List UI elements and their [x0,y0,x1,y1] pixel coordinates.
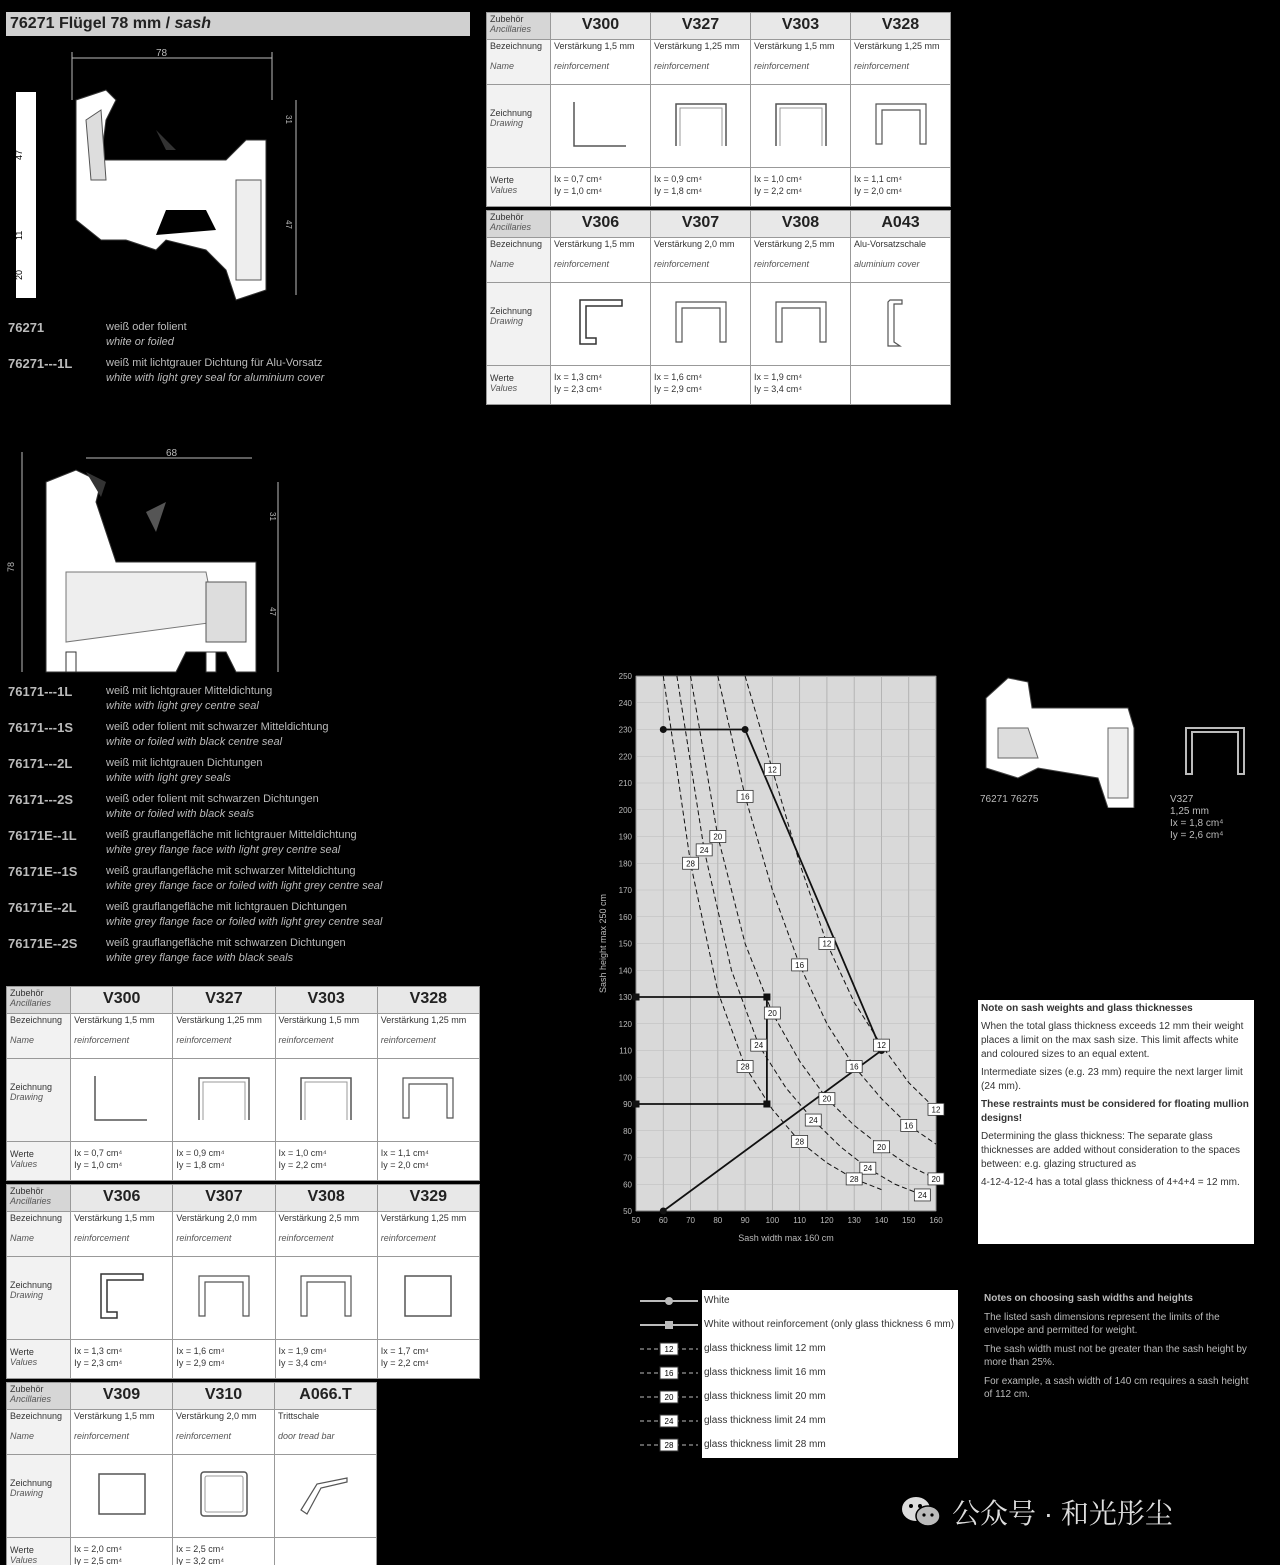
svg-text:31: 31 [268,512,277,521]
svg-text:47: 47 [14,149,24,160]
side-profile-label: 76271 76275 [980,794,1039,805]
page-title [6,12,470,36]
x-tick-label: 80 [713,1216,723,1225]
profile-drawing-icon [291,1266,361,1326]
article-code: V300 [71,987,173,1014]
accessory-table: Zubehör Ancillaries V300 V327 V303 V328 Bezeichnung Name Verstärkung 1,5 mm reinforcement Verstärkung 1,25 mm reinforcement Verstärkung 1,5 mm reinforcement Verstärkung 1,25 mm reinforcement Zeichnung Drawing Werte Values Ix = 0,7 cm⁴ Iy = 1,0 cm⁴ Ix = 0,9 cm⁴ Iy = 1,8 cm⁴ Ix = 1,0 cm⁴ Iy = 2,2 cm⁴ Ix = 1,1 cm⁴ Iy = 2,0 cm⁴ [486,12,951,207]
series-label: 12 [931,1105,941,1115]
article-code: V306 [71,1185,173,1212]
article-code: V327 [651,13,751,40]
series-label: 28 [740,1062,750,1072]
y-tick-label: 90 [623,1100,632,1109]
article-code: V309 [71,1383,173,1410]
y-tick-label: 160 [618,912,632,922]
x-tick-label: 150 [902,1216,916,1225]
profile-drawing-icon [566,94,636,154]
legend-marker-text: 24 [664,1417,674,1426]
article-code: V303 [751,13,851,40]
list-item: 76171E--1L weiß grauflangefläche mit lichtgrauer Mitteldichtung white grey flange face with light grey centre seal [8,828,357,856]
side-reinforcement-drawing [1180,718,1250,782]
profile-drawing-icon [291,1464,361,1524]
y-tick-label: 230 [618,725,632,735]
article-code: 76171E--1S [8,864,78,879]
x-tick-label: 110 [793,1216,807,1225]
glass-weight-note: Note on sash weights and glass thicknesses When the total glass thickness exceeds 12 mm their weight places a limit on the max sash size. This limit affects white and coloured sizes to an equal extent. Intermediate sizes (e.g. 23 mm) require the next larger limit (24 mm). These restraints must be considered for floating mullion designs! Determining the glass thickness: The separate glass thicknesses are added without consideration to the spaces between: e.g. glazing structured as 4-12-4-12-4 has a total glass thickness of 4+4+4 = 12 mm. [978,1000,1254,1244]
series-label: 28 [795,1137,805,1147]
series-label: 20 [877,1142,886,1152]
x-axis-label: Sash width max 160 cm [738,1233,834,1243]
x-tick-label: 120 [820,1216,834,1225]
svg-text:68: 68 [166,448,178,459]
profile-drawing-icon [566,292,636,352]
y-tick-label: 180 [618,859,632,869]
legend-markers [636,1290,702,1458]
series-label: 12 [822,939,832,949]
profile-drawing-icon [87,1068,157,1128]
series-label: 24 [863,1164,873,1174]
article-code: 76171---1S [8,720,74,735]
series-label: 20 [822,1094,832,1104]
list-item: 76271 weiß oder folient white or foiled [8,320,187,348]
accessory-table: Zubehör Ancillaries V309 V310 A066.T Bezeichnung Name Verstärkung 1,5 mm reinforcement Verstärkung 2,0 mm reinforcement Trittschale door tread bar Zeichnung Drawing Werte Values Ix = 2,0 cm⁴ Iy = 2,5 cm⁴ Ix = 2,5 cm⁴ Iy = 3,2 cm⁴ [6,1382,377,1565]
y-tick-label: 80 [623,1126,632,1136]
article-code: V327 [173,987,275,1014]
wechat-icon [900,1494,942,1530]
list-item: 76171---2L weiß mit lichtgrauen Dichtungen white with light grey seals [8,756,263,784]
article-code: V329 [377,1185,479,1212]
svg-text:47: 47 [268,607,277,616]
legend-marker-text: 28 [664,1441,674,1450]
series-label: 12 [877,1041,886,1051]
profile-drawing-icon [189,1068,259,1128]
series-label: 28 [849,1174,859,1184]
page-title-main: 76271 Flügel 78 mm / [10,15,171,32]
profile-drawing-icon [666,292,736,352]
x-tick-label: 100 [765,1216,780,1225]
series-label: 28 [686,859,695,869]
y-tick-label: 140 [618,966,632,976]
y-tick-label: 170 [618,886,632,895]
x-tick-label: 50 [631,1216,641,1225]
data-point [763,994,770,1001]
profile-drawing-icon [189,1464,259,1524]
series-label: 20 [767,1009,777,1019]
list-item: 76171E--2S weiß grauflangefläche mit schwarzen Dichtungen white grey flange face with black seals [8,936,346,964]
article-code: V328 [377,987,479,1014]
series-label: 24 [754,1041,764,1051]
series-label: 24 [808,1116,818,1126]
list-item: 76171---1L weiß mit lichtgrauer Mitteldichtung white with light grey centre seal [8,684,273,712]
profile-drawing-icon [393,1068,463,1128]
article-code: 76271---1L [8,356,73,371]
watermark [900,1492,1173,1532]
profile-drawing-icon [87,1464,157,1524]
profile-drawing-76171 [6,442,286,678]
accessory-table: Zubehör Ancillaries V306 V307 V308 A043 Bezeichnung Name Verstärkung 1,5 mm reinforcement Verstärkung 2,0 mm reinforcement Verstärkung 2,5 mm reinforcement Alu-Vorsatzschale aluminium cover Zeichnung Drawing Werte Values Ix = 1,3 cm⁴ Iy = 2,3 cm⁴ Ix = 1,6 cm⁴ Iy = 2,9 cm⁴ Ix = 1,9 cm⁴ Iy = 3,4 cm⁴ [486,210,951,405]
accessory-tables-top [486,12,950,405]
profile-drawing-76271 [6,40,306,302]
article-code: V307 [651,211,751,238]
y-tick-label: 240 [618,698,632,708]
series-label: 24 [699,845,709,855]
y-tick-label: 120 [618,1019,632,1029]
series-label: 20 [713,832,723,842]
article-code: V328 [851,13,951,40]
sash-notes: Notes on choosing sash widths and heights The listed sash dimensions represent the limits of the envelope and permitted for weight. The sash width must not be greater than the sash height by more than 25%. For example, a sash width of 140 cm requires a sash height of 112 cm. [984,1293,1249,1400]
data-point [633,1101,640,1108]
series-label: 20 [931,1174,941,1184]
profile-drawing-icon [291,1068,361,1128]
list-item: 76171E--2L weiß grauflangefläche mit lichtgrauen Dichtungen white grey flange face or foiled with light grey centre seal [8,900,383,928]
y-tick-label: 60 [623,1180,632,1190]
y-tick-label: 110 [619,1046,632,1056]
article-code: V308 [275,1185,377,1212]
article-code: A066.T [275,1383,377,1410]
legend-item: glass thickness limit 28 mm [704,1439,826,1450]
profile-drawing-icon [866,292,936,352]
article-code: V310 [173,1383,275,1410]
y-tick-label: 210 [618,779,632,788]
y-tick-label: 220 [618,752,632,762]
list-item: 76271---1L weiß mit lichtgrauer Dichtung für Alu-Vorsatz white with light grey seal for aluminium cover [8,356,325,384]
article-code: 76271 [8,320,45,335]
accessory-table: Zubehör Ancillaries V306 V307 V308 V329 Bezeichnung Name Verstärkung 1,5 mm reinforcement Verstärkung 2,0 mm reinforcement Verstärkung 2,5 mm reinforcement Verstärkung 1,25 mm reinforcement Zeichnung Drawing Werte Values Ix = 1,3 cm⁴ Iy = 2,3 cm⁴ Ix = 1,6 cm⁴ Iy = 2,9 cm⁴ Ix = 1,9 cm⁴ Iy = 3,4 cm⁴ Ix = 1,7 cm⁴ Iy = 2,2 cm⁴ [6,1184,480,1379]
legend-item: White [704,1295,730,1306]
article-code: 76171---2S [8,792,74,807]
article-code: V303 [275,987,377,1014]
legend-item: glass thickness limit 20 mm [704,1391,826,1402]
note-heading: Note on sash weights and glass thicknesses [981,1003,1193,1014]
y-tick-label: 250 [618,672,632,681]
legend-marker-text: 20 [664,1393,674,1402]
profile-drawing-icon [189,1266,259,1326]
side-profile-drawing [978,668,1144,808]
article-code: V300 [551,13,651,40]
article-code: 76171E--1L [8,828,77,843]
svg-text:20: 20 [14,269,24,280]
svg-text:78: 78 [6,561,16,572]
article-code: A043 [851,211,951,238]
series-label: 12 [767,765,777,775]
y-tick-label: 130 [618,993,632,1002]
page-title-sash: sash [174,15,211,32]
sash-size-chart [596,666,952,1258]
y-tick-label: 70 [623,1153,632,1163]
series-label: 16 [849,1062,859,1072]
data-point [660,726,667,733]
legend-marker-circle [665,1297,673,1305]
y-tick-label: 50 [623,1207,632,1216]
list-item: 76171E--1S weiß grauflangefläche mit schwarzer Mitteldichtung white grey flange face or foiled with light grey centre seal [8,864,383,892]
x-tick-label: 140 [874,1216,889,1225]
x-tick-label: 90 [740,1216,750,1225]
svg-text:11: 11 [14,230,24,240]
data-point [633,994,640,1001]
profile-drawing-icon [766,94,836,154]
profile-drawing-icon [866,94,936,154]
legend-item: glass thickness limit 12 mm [704,1343,826,1354]
list-item: 76171---1S weiß oder folient mit schwarzer Mitteldichtung white or foiled with black centre seal [8,720,329,748]
y-axis-label: Sash height max 250 cm [598,893,608,994]
side-reinforcement-info: V327 1,25 mm Ix = 1,8 cm⁴ Iy = 2,6 cm⁴ [1170,794,1224,841]
article-code: V306 [551,211,651,238]
x-tick-label: 130 [847,1216,861,1225]
y-tick-label: 100 [618,1073,632,1083]
x-tick-label: 60 [658,1216,668,1225]
legend-marker-square [665,1321,673,1329]
code-list-76271 [8,320,468,414]
article-code: V307 [173,1185,275,1212]
legend-item: glass thickness limit 16 mm [704,1367,826,1378]
profile-drawing-icon [87,1266,157,1326]
article-code: 76171---1L [8,684,73,699]
dim-label: 78 [156,48,168,59]
series-label: 16 [795,960,805,970]
code-list-76171 [8,684,478,984]
legend-marker-text: 16 [664,1369,674,1378]
series-label: 24 [917,1190,927,1200]
list-item: 76171---2S weiß oder folient mit schwarzen Dichtungen white or foiled with black seals [8,792,319,820]
svg-text:31: 31 [284,115,293,124]
y-tick-label: 190 [618,832,632,842]
article-code: V308 [751,211,851,238]
article-code: 76171E--2L [8,900,77,915]
legend-marker-text: 12 [664,1345,674,1354]
y-tick-label: 200 [618,805,632,815]
accessory-tables-bottom [6,986,480,1565]
article-code: 76171---2L [8,756,73,771]
chart-legend [702,1290,958,1458]
x-tick-label: 160 [929,1216,943,1225]
legend-item: White without reinforcement (only glass thickness 6 mm) [704,1319,955,1330]
data-point [660,1208,667,1215]
x-tick-label: 70 [686,1216,695,1225]
article-code: 76171E--2S [8,936,78,951]
profile-drawing-icon [766,292,836,352]
series-label: 16 [904,1121,914,1131]
watermark-text: 公众号 · 和光彤尘 [952,1498,1173,1529]
svg-text:47: 47 [284,220,293,229]
y-tick-label: 150 [618,939,632,949]
accessory-table: Zubehör Ancillaries V300 V327 V303 V328 Bezeichnung Name Verstärkung 1,5 mm reinforcement Verstärkung 1,25 mm reinforcement Verstärkung 1,5 mm reinforcement Verstärkung 1,25 mm reinforcement Zeichnung Drawing Werte Values Ix = 0,7 cm⁴ Iy = 1,0 cm⁴ Ix = 0,9 cm⁴ Iy = 1,8 cm⁴ Ix = 1,0 cm⁴ Iy = 2,2 cm⁴ Ix = 1,1 cm⁴ Iy = 2,0 cm⁴ [6,986,480,1181]
series-label: 16 [740,792,750,802]
data-point [742,726,749,733]
legend-item: glass thickness limit 24 mm [704,1415,826,1426]
profile-drawing-icon [666,94,736,154]
profile-drawing-icon [393,1266,463,1326]
